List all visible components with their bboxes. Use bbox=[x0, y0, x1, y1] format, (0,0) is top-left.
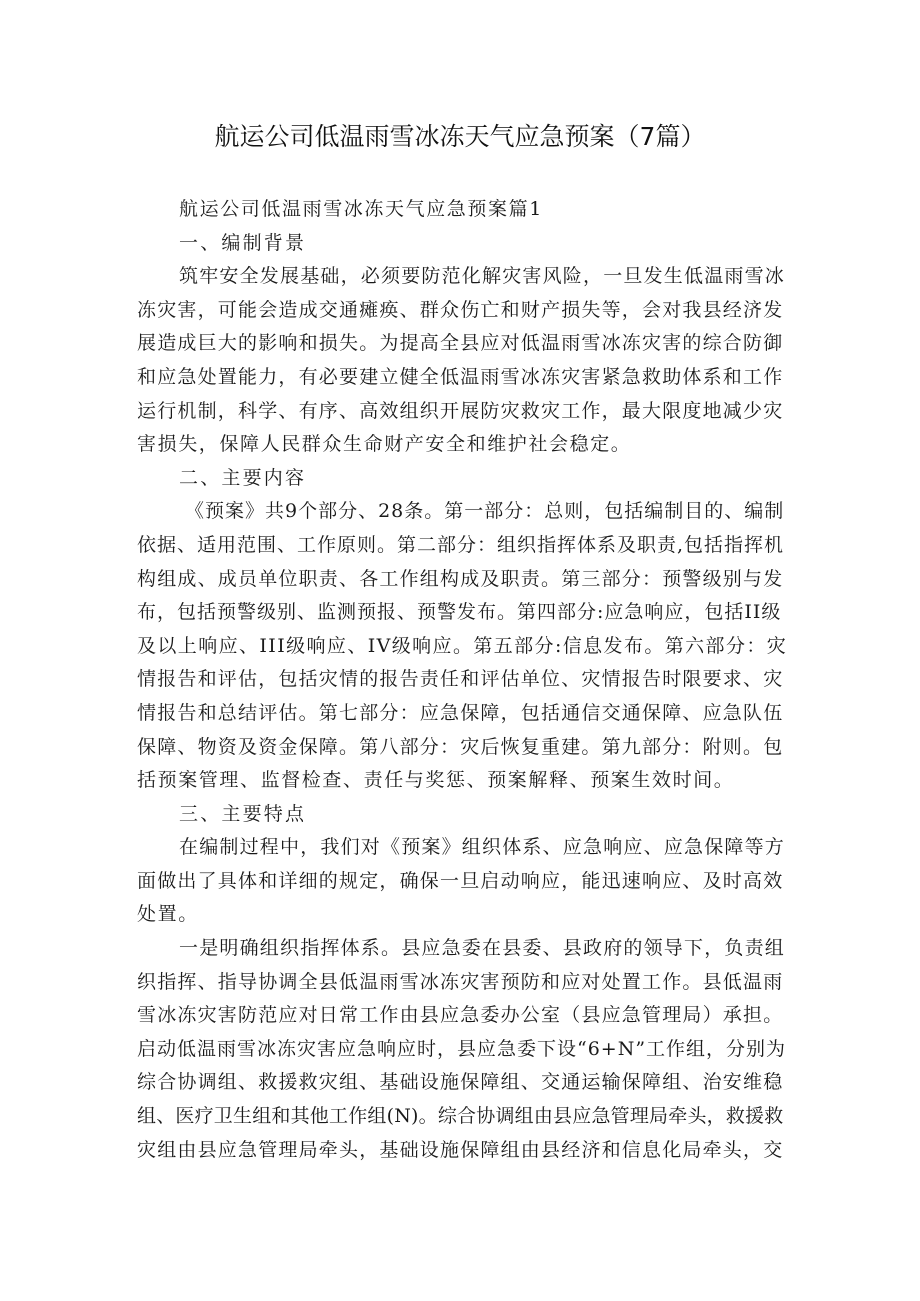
paragraph-line: 组、医疗卫生组和其他工作组(N)。综合协调组由县应急管理局牵头，救援救 bbox=[137, 1105, 784, 1128]
paragraph-line: 依据、适用范围、工作原则。第二部分：组织指挥体系及职责,包括指挥机 bbox=[137, 533, 785, 556]
paragraph-line: 构组成、成员单位职责、各工作组构成及职责。第三部分：预警级别与发 bbox=[137, 567, 784, 590]
heading-background: 一、编制背景 bbox=[179, 231, 307, 254]
paragraph-line: 处置。 bbox=[137, 903, 199, 926]
paragraph-line: 括预案管理、监督检查、责任与奖惩、预案解释、预案生效时间。 bbox=[137, 769, 735, 792]
paragraph-line: 一是明确组织指挥体系。县应急委在县委、县政府的领导下，负责组 bbox=[179, 937, 786, 960]
heading-main-features: 三、主要特点 bbox=[179, 802, 307, 825]
paragraph-line: 情报告和评估，包括灾情的报告责任和评估单位、灾情报告时限要求、灾 bbox=[137, 668, 784, 691]
paragraph-line: 在编制过程中，我们对《预案》组织体系、应急响应、应急保障等方 bbox=[179, 836, 786, 859]
paragraph-line: 综合协调组、救援救灾组、基础设施保障组、交通运输保障组、治安维稳 bbox=[137, 1071, 784, 1094]
paragraph-line: 面做出了具体和详细的规定，确保一旦启动响应，能迅速响应、及时高效 bbox=[137, 869, 784, 892]
paragraph-line: 《预案》共9个部分、28条。第一部分：总则，包括编制目的、编制 bbox=[185, 500, 785, 523]
paragraph-line: 布，包括预警级别、监测预报、预警发布。第四部分:应急响应，包括II级 bbox=[137, 601, 782, 624]
document-body bbox=[137, 193, 787, 1167]
heading-main-content: 二、主要内容 bbox=[179, 466, 307, 489]
paragraph-line: 保障、物资及资金保障。第八部分：灾后恢复重建。第九部分：附则。包 bbox=[137, 735, 784, 758]
paragraph-line: 和应急处置能力，有必要建立健全低温雨雪冰冻灾害紧急救助体系和工作 bbox=[137, 365, 784, 388]
document-title: 航运公司低温雨雪冰冻天气应急预案（7篇） bbox=[214, 122, 706, 151]
paragraph-line: 筑牢安全发展基础，必须要防范化解灾害风险，一旦发生低温雨雪冰 bbox=[179, 265, 786, 288]
paragraph-line: 运行机制，科学、有序、高效组织开展防灾救灾工作，最大限度地减少灾 bbox=[137, 399, 784, 422]
paragraph-line: 冻灾害，可能会造成交通瘫痪、群众伤亡和财产损失等，会对我县经济发 bbox=[137, 298, 784, 321]
paragraph-line: 织指挥、指导协调全县低温雨雪冰冻灾害预防和应对处置工作。县低温雨 bbox=[137, 970, 784, 993]
paragraph-line: 灾组由县应急管理局牵头，基础设施保障组由县经济和信息化局牵头，交 bbox=[137, 1138, 784, 1161]
section-title: 航运公司低温雨雪冰冻天气应急预案篇1 bbox=[179, 198, 543, 220]
paragraph-line: 启动低温雨雪冰冻灾害应急响应时，县应急委下设“6+N”工作组，分别为 bbox=[137, 1037, 787, 1060]
paragraph-line: 雪冰冻灾害防范应对日常工作由县应急委办公室（县应急管理局）承担。 bbox=[137, 1004, 784, 1027]
paragraph-line: 展造成巨大的影响和损失。为提高全县应对低温雨雪冰冻灾害的综合防御 bbox=[137, 332, 784, 355]
paragraph-line: 情报告和总结评估。第七部分：应急保障，包括通信交通保障、应急队伍 bbox=[137, 701, 784, 724]
paragraph-line: 害损失，保障人民群众生命财产安全和维护社会稳定。 bbox=[137, 433, 632, 456]
paragraph-line: 及以上响应、III级响应、IV级响应。第五部分:信息发布。第六部分：灾 bbox=[137, 634, 787, 657]
